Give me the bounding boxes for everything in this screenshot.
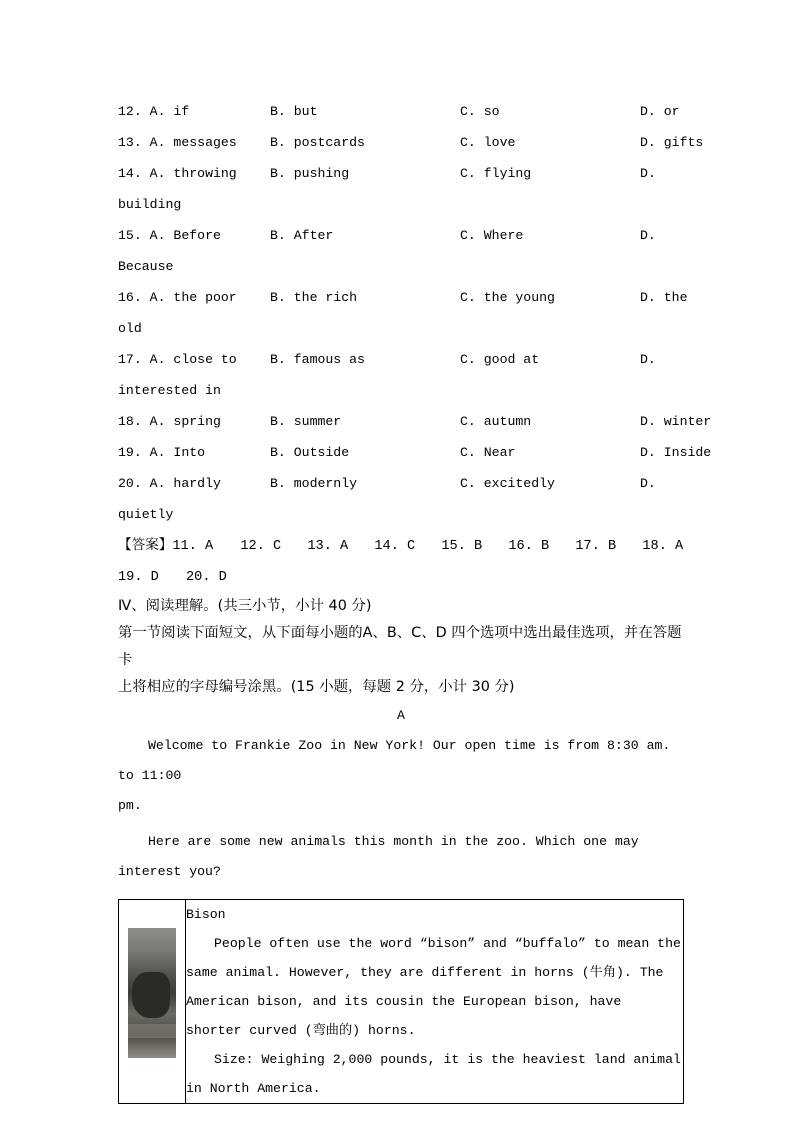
answer-item: 14. C xyxy=(374,539,416,554)
option-a: A. Before xyxy=(149,228,221,243)
bison-description-cell xyxy=(186,900,684,1104)
option-wrap-text: interested in xyxy=(118,383,221,398)
answer-key-line-1 xyxy=(118,530,684,562)
option-b: B. summer xyxy=(270,414,342,429)
option-number: 16. xyxy=(118,290,142,305)
option-b: B. postcards xyxy=(270,135,365,150)
option-a: A. messages xyxy=(149,135,237,150)
answer-item: 18. A xyxy=(642,539,684,554)
cloze-option-row xyxy=(118,282,688,313)
cloze-option-row xyxy=(118,406,712,437)
passage-paragraph-2: Here are some new animals this month in the zoo. Which one may interest you? xyxy=(118,834,639,879)
option-b: B. Outside xyxy=(270,445,350,460)
option-wrap-text: old xyxy=(118,321,142,336)
page-content xyxy=(118,96,712,1104)
passage-label: A xyxy=(397,708,405,723)
option-c: C. excitedly xyxy=(460,476,555,491)
answer-item: 13. A xyxy=(307,539,349,554)
animal-info-table xyxy=(118,899,684,1104)
section-instruction-line-1: 第一节阅读下面短文，从下面每小题的A、B、C、D 四个选项中选出最佳选项，并在答题卡 xyxy=(118,625,682,668)
option-b: B. After xyxy=(270,228,334,243)
option-number: 18. xyxy=(118,414,142,429)
option-number: 19. xyxy=(118,445,142,460)
option-a: A. hardly xyxy=(149,476,221,491)
option-number: 20. xyxy=(118,476,142,491)
option-d: D. or xyxy=(640,104,680,119)
option-c: C. flying xyxy=(460,166,532,181)
option-c: C. Near xyxy=(460,445,516,460)
section-heading: Ⅳ、阅读理解。(共三小节，小计 40 分) xyxy=(118,598,372,614)
option-d: D. the xyxy=(640,290,688,305)
passage-line: Welcome to Frankie Zoo in New York! Our open time is from 8:30 am. to 11:00 xyxy=(118,738,671,783)
cloze-option-row xyxy=(118,158,684,189)
option-number: 15. xyxy=(118,228,142,243)
option-d: D. xyxy=(640,228,656,243)
option-c: C. love xyxy=(460,135,516,150)
option-d: D. xyxy=(640,476,656,491)
cloze-option-row xyxy=(118,468,684,499)
passage-paragraph-1 xyxy=(118,731,684,791)
answer-item: 17. B xyxy=(575,539,617,554)
option-d: D. Inside xyxy=(640,445,712,460)
cloze-option-row xyxy=(118,437,712,468)
answer-item: 20. D xyxy=(186,570,227,585)
option-c: C. autumn xyxy=(460,414,532,429)
option-d: D. xyxy=(640,352,656,367)
answer-label: 【答案】 xyxy=(118,537,173,553)
section-instruction-line-2: 上将相应的字母编号涂黑。(15 小题，每题 2 分，小计 30 分) xyxy=(118,679,515,695)
option-d: D. winter xyxy=(640,414,712,429)
option-a: A. throwing xyxy=(149,166,237,181)
option-a: A. if xyxy=(149,104,190,119)
option-number: 17. xyxy=(118,352,142,367)
option-a: A. close to xyxy=(149,352,237,367)
table-row xyxy=(119,900,684,1104)
answer-item: 19. D xyxy=(118,570,159,585)
cloze-option-row xyxy=(118,96,684,127)
option-c: C. good at xyxy=(460,352,540,367)
option-c: C. so xyxy=(460,104,500,119)
answer-key-line-2 xyxy=(118,562,684,593)
cloze-options-list xyxy=(118,96,712,530)
option-wrap-text: building xyxy=(118,197,182,212)
animal-title: Bison xyxy=(186,907,226,922)
answer-item: 11. A xyxy=(172,539,214,554)
passage-paragraph-1-wrap: pm. xyxy=(118,798,142,813)
option-a: A. Into xyxy=(149,445,206,460)
option-number: 12. xyxy=(118,104,142,119)
cloze-option-row xyxy=(118,344,684,375)
option-c: C. the young xyxy=(460,290,555,305)
option-b: B. modernly xyxy=(270,476,358,491)
option-d: D. xyxy=(640,166,656,181)
option-number: 13. xyxy=(118,135,142,150)
bison-photo-cell xyxy=(119,900,186,1104)
option-a: A. the poor xyxy=(149,290,237,305)
option-b: B. but xyxy=(270,104,318,119)
option-c: C. Where xyxy=(460,228,524,243)
option-a: A. spring xyxy=(149,414,221,429)
bison-photo xyxy=(128,928,176,1058)
option-wrap-text: Because xyxy=(118,259,174,274)
option-b: B. famous as xyxy=(270,352,365,367)
answer-item: 12. C xyxy=(240,539,282,554)
answer-item: 15. B xyxy=(441,539,483,554)
option-wrap-text: quietly xyxy=(118,507,174,522)
option-b: B. the rich xyxy=(270,290,358,305)
option-number: 14. xyxy=(118,166,142,181)
animal-paragraph-1: People often use the word “bison” and “buffalo” to mean the same animal. However, they are different in horns (牛角). The American bison, and its cousin the European bison, have shorter curved (弯曲的) horns. xyxy=(186,936,681,1038)
cloze-option-row xyxy=(118,127,704,158)
answer-item: 16. B xyxy=(508,539,550,554)
cloze-option-row xyxy=(118,220,684,251)
option-b: B. pushing xyxy=(270,166,350,181)
option-d: D. gifts xyxy=(640,135,704,150)
animal-paragraph-2: Size: Weighing 2,000 pounds, it is the heaviest land animal in North America. xyxy=(186,1052,681,1096)
